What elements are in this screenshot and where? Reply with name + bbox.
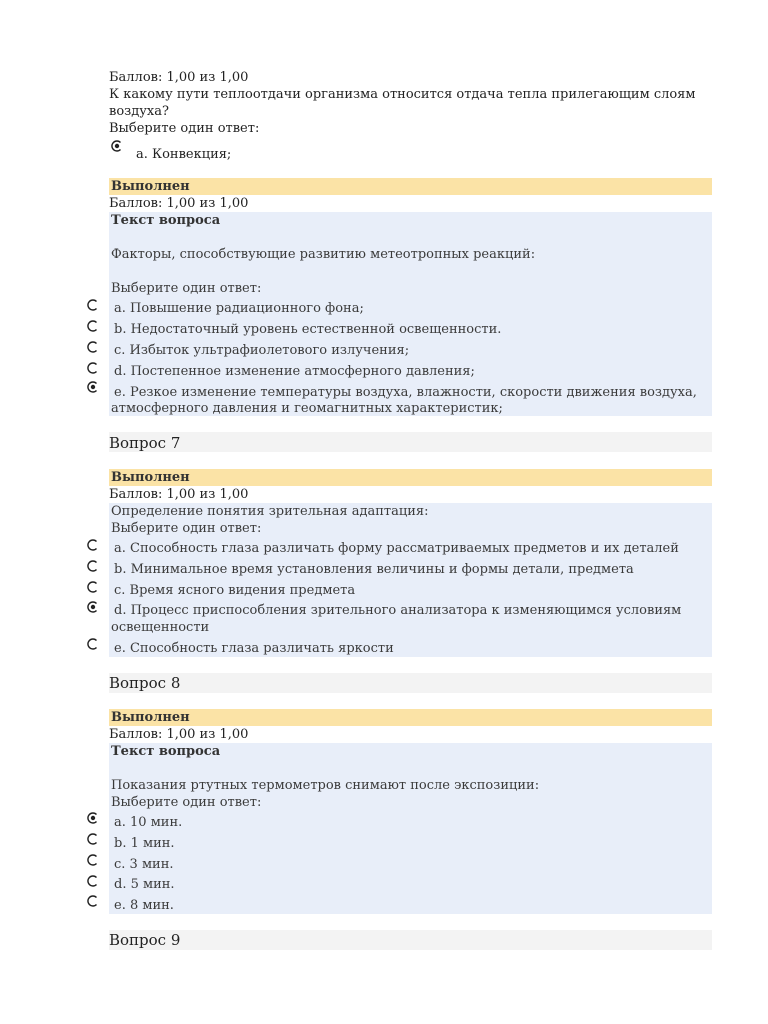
- question-heading-bar: [109, 673, 712, 693]
- radio-icon[interactable]: [86, 637, 100, 651]
- answer-option-e: e. Способность глаза различать яркости: [114, 641, 394, 656]
- status-label: Выполнен: [111, 710, 190, 725]
- answer-option-d: d. 5 мин.: [114, 877, 175, 892]
- question-heading: Вопрос 7: [109, 434, 181, 452]
- score-text: Баллов: 1,00 из 1,00: [109, 727, 249, 742]
- answer-option-a: a. 10 мин.: [114, 815, 183, 830]
- answer-option-e-line2: атмосферного давления и геомагнитных характеристик;: [111, 401, 503, 416]
- radio-icon[interactable]: [86, 832, 100, 846]
- radio-selected-icon[interactable]: [86, 600, 100, 614]
- question-text: Показания ртутных термометров снимают после экспозиции:: [111, 778, 540, 793]
- answer-option-c: c. 3 мин.: [114, 857, 174, 872]
- question-text-line1: К какому пути теплоотдачи организма относится отдача тепла прилегающим слоям: [109, 87, 696, 102]
- status-bar: [109, 709, 712, 726]
- question-text: Определение понятия зрительная адаптация:: [111, 504, 429, 519]
- answer-option-a: a. Способность глаза различать форму рассматриваемых предметов и их деталей: [114, 541, 679, 556]
- answer-option-d-line2: освещенности: [111, 620, 210, 635]
- answer-option-b: b. 1 мин.: [114, 836, 175, 851]
- choose-answer-label: Выберите один ответ:: [109, 121, 260, 136]
- status-label: Выполнен: [111, 470, 190, 485]
- radio-icon[interactable]: [86, 853, 100, 867]
- radio-icon[interactable]: [86, 559, 100, 573]
- radio-icon[interactable]: [86, 340, 100, 354]
- question-heading: Вопрос 9: [109, 931, 181, 949]
- radio-icon[interactable]: [86, 319, 100, 333]
- answer-option-d: d. Процесс приспособления зрительного анализатора к изменяющимся условиям: [114, 603, 682, 618]
- choose-answer-label: Выберите один ответ:: [111, 795, 262, 810]
- answer-option-b: b. Недостаточный уровень естественной освещенности.: [114, 322, 502, 337]
- question-text-line2: воздуха?: [109, 104, 169, 119]
- answer-option-d: d. Постепенное изменение атмосферного давления;: [114, 364, 475, 379]
- score-text: Баллов: 1,00 из 1,00: [109, 70, 249, 85]
- question-text-label: Текст вопроса: [111, 213, 221, 228]
- choose-answer-label: Выберите один ответ:: [111, 521, 262, 536]
- radio-icon[interactable]: [86, 538, 100, 552]
- radio-icon[interactable]: [86, 894, 100, 908]
- score-text: Баллов: 1,00 из 1,00: [109, 487, 249, 502]
- answer-option-a: a. Повышение радиационного фона;: [114, 301, 364, 316]
- question-heading-bar: [109, 432, 712, 452]
- question-body: [109, 743, 712, 914]
- radio-icon[interactable]: [86, 298, 100, 312]
- answer-option-a: a. Конвекция;: [136, 147, 232, 162]
- choose-answer-label: Выберите один ответ:: [111, 281, 262, 296]
- radio-selected-icon[interactable]: [86, 811, 100, 825]
- radio-icon[interactable]: [86, 580, 100, 594]
- radio-icon[interactable]: [86, 361, 100, 375]
- answer-option-b: b. Минимальное время установления величины и формы детали, предмета: [114, 562, 634, 577]
- score-text: Баллов: 1,00 из 1,00: [109, 196, 249, 211]
- answer-option-c: c. Время ясного видения предмета: [114, 583, 356, 598]
- answer-option-e: e. 8 мин.: [114, 898, 174, 913]
- question-heading: Вопрос 8: [109, 674, 181, 692]
- question-text-label: Текст вопроса: [111, 744, 221, 759]
- question-heading-bar: [109, 930, 712, 950]
- status-bar: [109, 178, 712, 195]
- radio-selected-icon[interactable]: [110, 139, 124, 153]
- answer-option-c: c. Избыток ультрафиолетового излучения;: [114, 343, 410, 358]
- question-text: Факторы, способствующие развитию метеотропных реакций:: [111, 247, 536, 262]
- status-bar: [109, 469, 712, 486]
- radio-icon[interactable]: [86, 874, 100, 888]
- answer-option-e: e. Резкое изменение температуры воздуха, влажности, скорости движения воздуха,: [114, 385, 697, 400]
- radio-selected-icon[interactable]: [86, 380, 100, 394]
- status-label: Выполнен: [111, 179, 190, 194]
